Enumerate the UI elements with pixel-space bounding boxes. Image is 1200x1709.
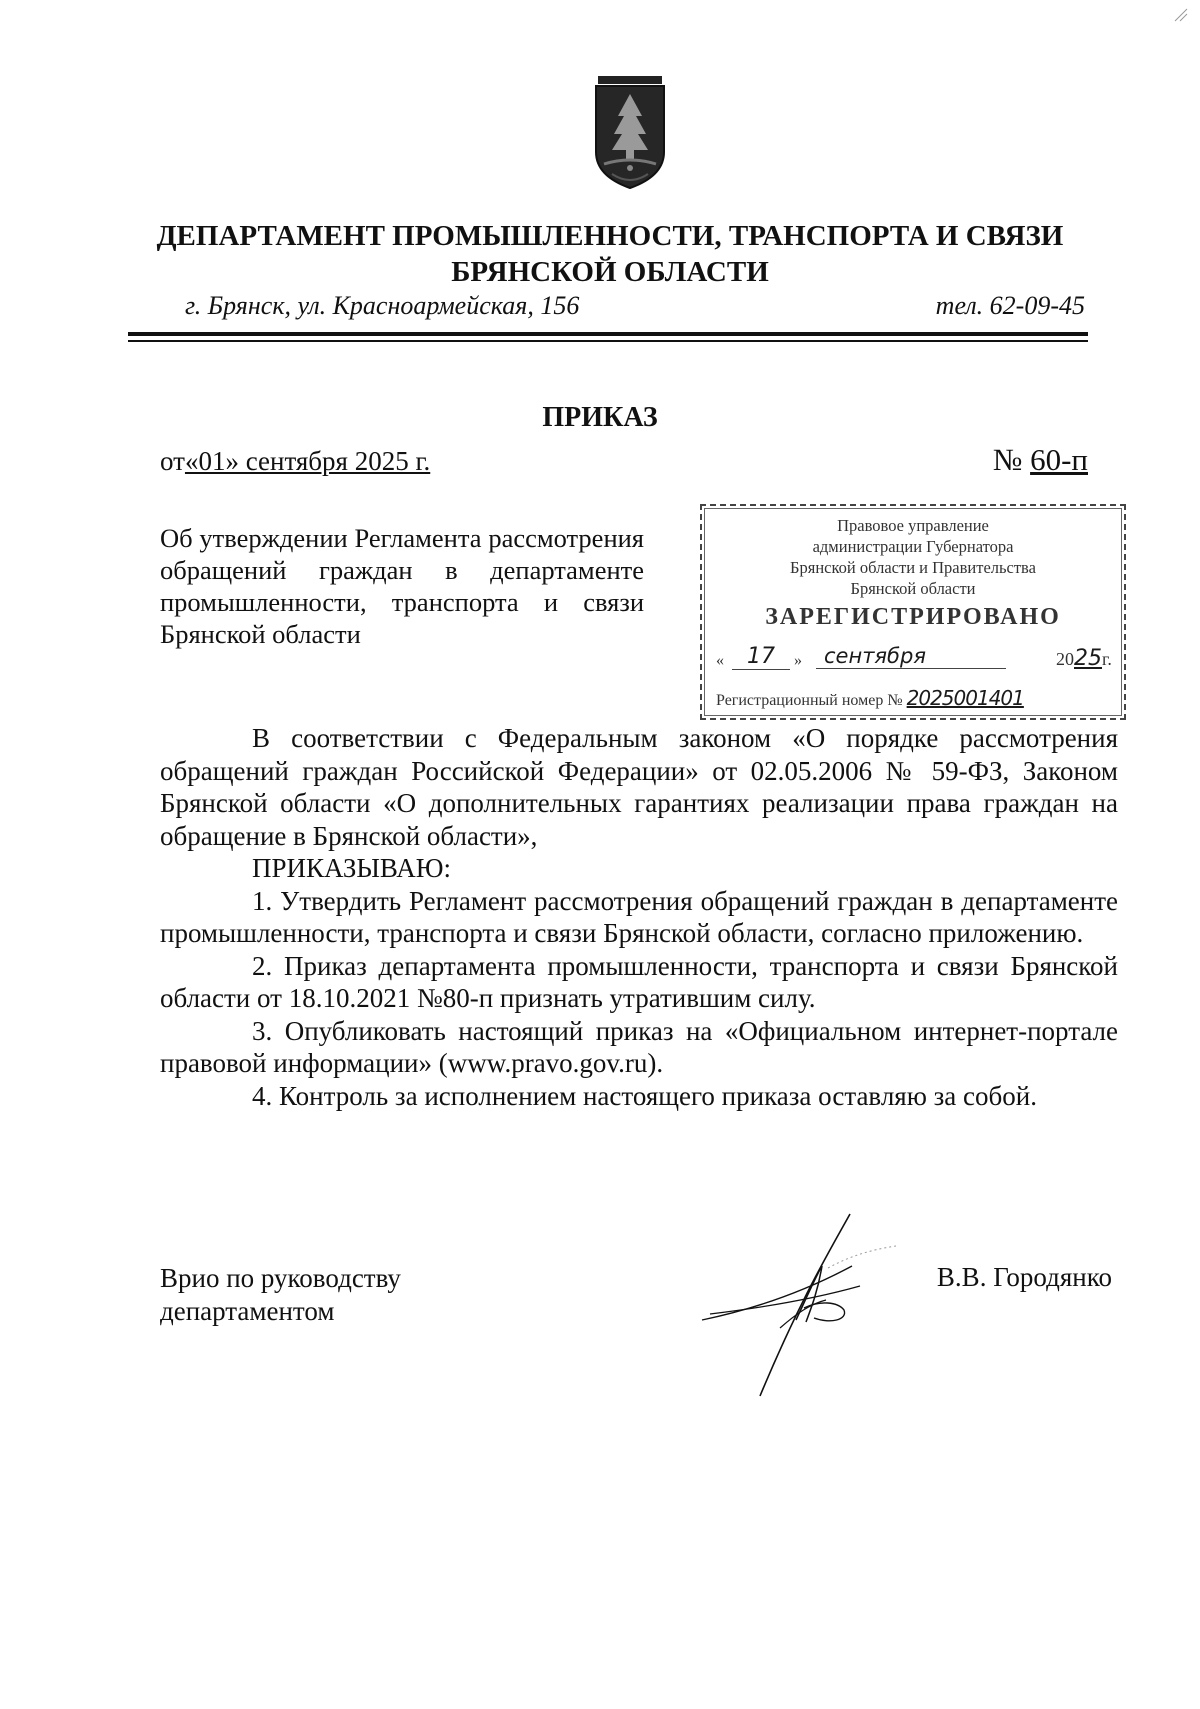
stamp-regnum-label: Регистрационный номер № — [716, 692, 903, 709]
coat-of-arms-icon — [590, 72, 670, 192]
stamp-registered: ЗАРЕГИСТРИРОВАНО — [765, 604, 1061, 630]
stamp-year-prefix: 20 — [1056, 649, 1074, 669]
order-subject: Об утверждении Регламента рассмотрения обращений граждан в департаменте промышленности, транспорта и связи Брянской области — [160, 523, 644, 649]
phone: тел. 62-09-45 — [935, 291, 1085, 320]
stamp-date — [716, 644, 1114, 674]
order-date — [160, 446, 430, 477]
order-number — [993, 442, 1088, 478]
corner-mark-icon — [1174, 8, 1188, 22]
registration-stamp — [700, 504, 1126, 720]
stamp-quote-open: « — [716, 652, 724, 669]
order-body — [160, 722, 1118, 1112]
header-rule-thick — [128, 332, 1088, 336]
stamp-year-hand: 25 — [1074, 646, 1102, 671]
stamp-quote-close: » — [794, 652, 802, 669]
command-word: ПРИКАЗЫВАЮ: — [252, 853, 451, 883]
stamp-year — [1056, 646, 1112, 671]
stamp-day: 17 — [732, 644, 790, 670]
item-2: 2. Приказ департамента промышленности, транспорта и связи Брянской области от 18.10.2021 №80-п признать утратившим силу. — [160, 950, 1118, 1013]
stamp-regnum — [716, 686, 1114, 710]
stamp-line-1: Правовое управление — [837, 516, 989, 535]
department-name-line2: БРЯНСКОЙ ОБЛАСТИ — [451, 256, 769, 288]
department-name-line1: ДЕПАРТАМЕНТ ПРОМЫШЛЕННОСТИ, ТРАНСПОРТА И СВЯЗИ — [156, 220, 1064, 252]
preamble-paragraph: В соответствии с Федеральным законом «О порядке рассмотрения обращений граждан Российской Федерации» от 02.05.2006 № 59-ФЗ, Законом Брянской области «О дополнительных гарантиях реализации права граждан на обращение в Брянской области», — [160, 723, 1118, 851]
stamp-year-suffix: г. — [1102, 649, 1112, 669]
stamp-month: сентября — [816, 644, 1006, 669]
order-number-value: 60-п — [1030, 442, 1088, 477]
order-title: ПРИКАЗ — [542, 402, 658, 433]
signatory-title-line1: Врио по руководству — [160, 1263, 401, 1293]
handwritten-signature-icon — [700, 1210, 900, 1400]
item-4: 4. Контроль за исполнением настоящего приказа оставляю за собой. — [252, 1080, 1037, 1111]
signatory-title — [160, 1262, 401, 1328]
stamp-line-2: администрации Губернатора — [812, 537, 1014, 556]
stamp-line-3: Брянской области и Правительства — [790, 558, 1036, 577]
order-number-prefix: № — [992, 442, 1023, 477]
address: г. Брянск, ул. Красноармейская, 156 — [185, 291, 580, 320]
header-rule-thin — [128, 340, 1088, 342]
item-3: 3. Опубликовать настоящий приказ на «Официальном интернет-портале правовой информации» (www.pravo.gov.ru). — [160, 1015, 1118, 1078]
order-date-value: «01» сентября 2025 г. — [184, 446, 431, 476]
signatory-title-line2: департаментом — [160, 1296, 335, 1326]
item-1: 1. Утвердить Регламент рассмотрения обращений граждан в департаменте промышленности, транспорта и связи Брянской области, согласно приложению. — [160, 885, 1118, 948]
stamp-line-4: Брянской области — [850, 579, 976, 598]
signatory-name: В.В. Городянко — [936, 1262, 1112, 1292]
stamp-regnum-value: 2025001401 — [906, 686, 1024, 710]
order-date-prefix: от — [160, 446, 185, 476]
